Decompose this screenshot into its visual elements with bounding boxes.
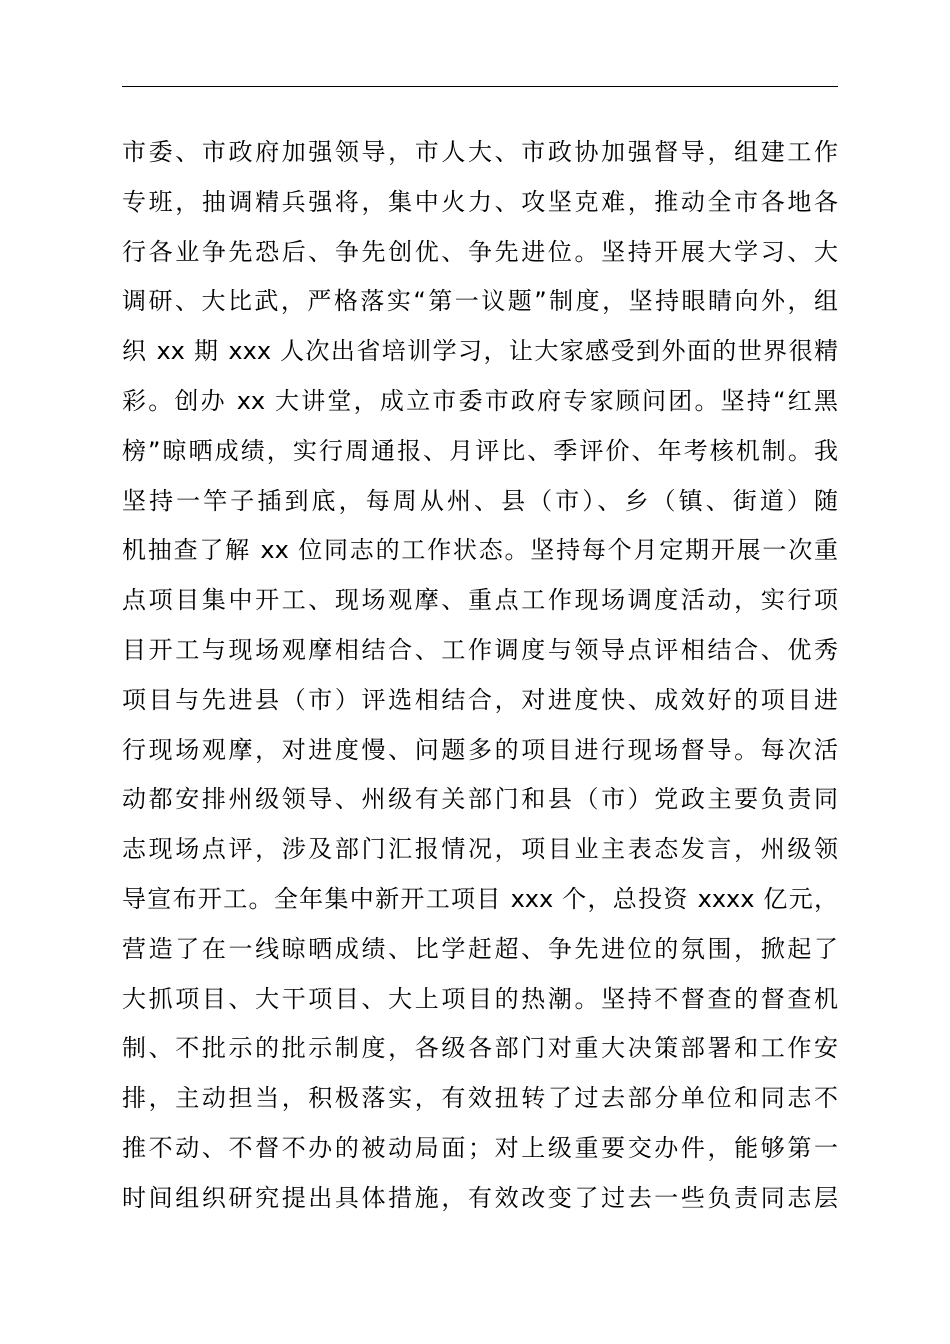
text-line: 大抓项目、大干项目、大上项目的热潮。坚持不督查的督查机 — [122, 984, 838, 1013]
body-paragraph — [122, 128, 838, 1224]
text-line: 行各业争先恐后、争先创优、争先进位。坚持开展大学习、大 — [122, 237, 838, 266]
text-line: 织 xx 期 xxx 人次出省培训学习，让大家感受到外面的世界很精 — [122, 337, 838, 366]
text-line: 时间组织研究提出具体措施，有效改变了过去一些负责同志层 — [122, 1183, 838, 1212]
text-line: 导宣布开工。全年集中新开工项目 xxx 个，总投资 xxxx 亿元， — [122, 884, 838, 913]
text-line: 榜”晾晒成绩，实行周通报、月评比、季评价、年考核机制。我 — [122, 436, 838, 465]
text-line: 动都安排州级领导、州级有关部门和县（市）党政主要负责同 — [122, 785, 838, 814]
text-line: 制、不批示的批示制度，各级各部门对重大决策部署和工作安 — [122, 1034, 838, 1063]
text-line: 营造了在一线晾晒成绩、比学赶超、争先进位的氛围，掀起了 — [122, 934, 838, 963]
text-line: 排，主动担当，积极落实，有效扭转了过去部分单位和同志不 — [122, 1084, 838, 1113]
text-line: 志现场点评，涉及部门汇报情况，项目业主表态发言，州级领 — [122, 835, 838, 864]
text-line: 机抽查了解 xx 位同志的工作状态。坚持每个月定期开展一次重 — [122, 536, 838, 565]
text-line: 市委、市政府加强领导，市人大、市政协加强督导，组建工作 — [122, 138, 838, 166]
text-line: 行现场观摩，对进度慢、问题多的项目进行现场督导。每次活 — [122, 735, 838, 764]
text-line: 坚持一竿子插到底，每周从州、县（市）、乡（镇、街道）随 — [122, 486, 838, 515]
text-line: 彩。创办 xx 大讲堂，成立市委市政府专家顾问团。坚持“红黑 — [122, 386, 838, 415]
text-line: 项目与先进县（市）评选相结合，对进度快、成效好的项目进 — [122, 685, 838, 714]
header-rule — [122, 86, 838, 87]
text-line: 专班，抽调精兵强将，集中火力、攻坚克难，推动全市各地各 — [122, 187, 838, 216]
text-line: 目开工与现场观摩相结合、工作调度与领导点评相结合、优秀 — [122, 635, 838, 664]
text-line: 推不动、不督不办的被动局面；对上级重要交办件，能够第一 — [122, 1133, 838, 1162]
text-line: 点项目集中开工、现场观摩、重点工作现场调度活动，实行项 — [122, 586, 838, 615]
text-line: 调研、大比武，严格落实“第一议题”制度，坚持眼睛向外，组 — [122, 287, 838, 316]
